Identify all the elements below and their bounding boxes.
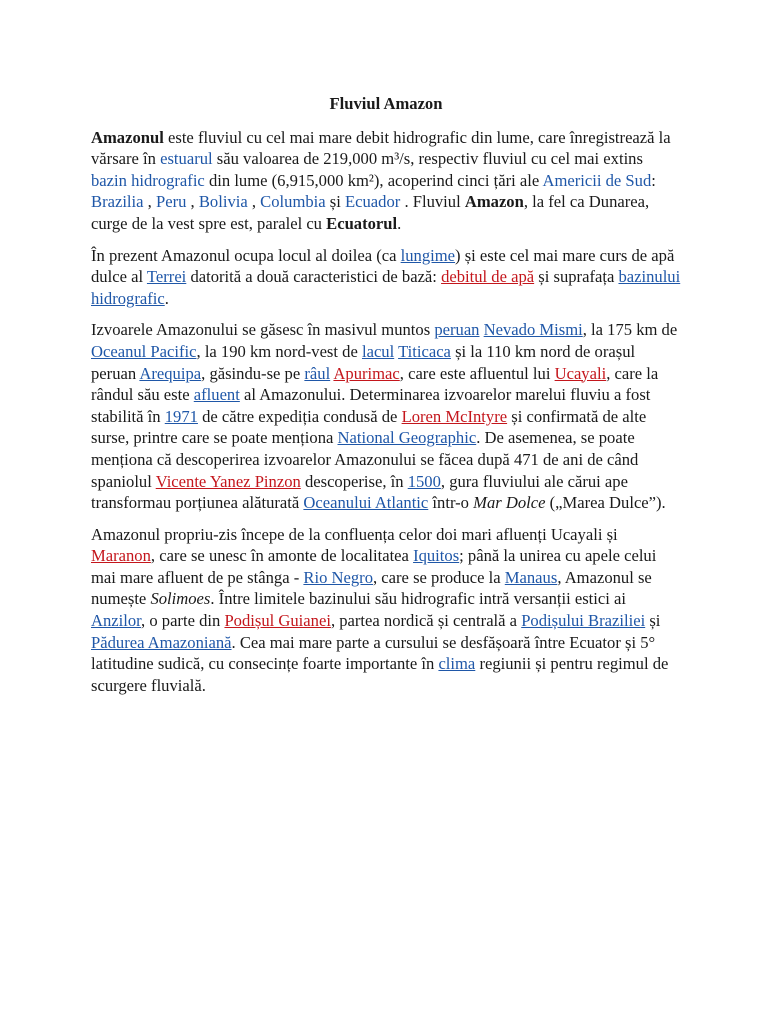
- text: și: [325, 192, 345, 212]
- text: într-o: [428, 493, 474, 513]
- text: („Marea Dulce”).: [545, 493, 666, 513]
- link-estuarul[interactable]: estuarul: [160, 149, 213, 169]
- link-afluent[interactable]: afluent: [193, 385, 240, 405]
- link-podisul-guianei[interactable]: Podișul Guianei: [224, 611, 331, 631]
- link-lungime[interactable]: lungime: [400, 245, 456, 265]
- link-bolivia[interactable]: Bolivia: [198, 192, 248, 212]
- italic-text: Mar Dolce: [473, 493, 546, 513]
- link-oceanului-atlantic[interactable]: Oceanului Atlantic: [303, 493, 429, 513]
- text: Izvoarele Amazonului se găsesc în masivul muntos: [91, 320, 435, 340]
- link-apurimac[interactable]: Apurimac: [333, 363, 400, 383]
- text: . De asemenea, se poate menționa că descoperirea izvoarelor Amazonului se făcea după 471 de ani de când spaniolul: [91, 428, 639, 491]
- paragraph-2: [91, 245, 681, 310]
- link-columbia[interactable]: Columbia: [260, 192, 326, 212]
- bold-text: Amazon: [464, 192, 524, 212]
- text: este fluviul cu cel mai mare debit hidrografic din lume, care înregistrează la vărsare în: [91, 127, 671, 169]
- bold-text: Amazonul: [91, 127, 164, 147]
- link-lacul[interactable]: lacul: [361, 341, 395, 361]
- document-title: Fluviul Amazon: [329, 94, 443, 113]
- text: , la 190 km nord-vest de: [196, 341, 362, 361]
- text: ,: [143, 192, 156, 212]
- italic-text: Solimoes: [150, 589, 211, 609]
- text: din lume (6,915,000 km²), acoperind cinci țări ale: [204, 170, 543, 190]
- link-americii-de-sud[interactable]: Americii de Sud: [542, 170, 652, 190]
- link-ucayali[interactable]: Ucayali: [554, 363, 607, 383]
- link-ecuador[interactable]: Ecuador: [345, 192, 401, 212]
- text: ,: [247, 192, 261, 212]
- text: , care la rândul său este: [91, 363, 659, 405]
- link-1971[interactable]: 1971: [164, 406, 198, 426]
- text: ) și este cel mai mare curs de apă dulce al: [91, 245, 675, 287]
- paragraph-3: [91, 319, 681, 513]
- link-rio-negro[interactable]: Rio Negro: [303, 567, 373, 587]
- text: . Cea mai mare parte a cursului se desfășoară între Ecuator și 5° latitudine sudică, cu consecințe foarte importante în: [91, 632, 656, 674]
- paragraph-4: [91, 524, 681, 697]
- text: , o parte din: [141, 611, 225, 631]
- link-bazin-hidrografic[interactable]: bazin hidrografic: [91, 170, 205, 190]
- text: . Între limitele bazinului său hidrografic intră versanții estici ai: [210, 589, 626, 609]
- link-oceanul-pacific[interactable]: Oceanul Pacific: [91, 341, 197, 361]
- link-clima[interactable]: clima: [438, 654, 476, 674]
- text: .: [397, 213, 402, 233]
- document-page: [91, 93, 681, 706]
- text: , la 175 km de: [582, 320, 678, 340]
- link-manaus[interactable]: Manaus: [504, 567, 558, 587]
- link-brazilia[interactable]: Brazilia: [91, 192, 144, 212]
- text: , care este afluentul lui: [399, 363, 555, 383]
- bold-text: Ecuatorul: [326, 213, 398, 233]
- text: de către expediția condusă de: [197, 406, 402, 426]
- link-iquitos[interactable]: Iquitos: [413, 546, 460, 566]
- link-bazinului-hidrografic[interactable]: bazinului hidrografic: [91, 267, 681, 308]
- link-national-geographic[interactable]: National Geographic: [337, 428, 477, 448]
- text: Amazonul propriu-zis începe de la confluența celor doi mari afluenți Ucayali și: [91, 524, 618, 544]
- link-vicente-yanez-pinzon[interactable]: Vicente Yanez Pinzon: [155, 471, 301, 491]
- text: , găsindu-se pe: [201, 363, 305, 383]
- link-raul[interactable]: râul: [304, 363, 331, 383]
- link-nevado-mismi[interactable]: Nevado Mismi: [483, 320, 583, 340]
- link-padurea-amazoniana[interactable]: Pădurea Amazoniană: [91, 632, 232, 652]
- text: și confirmată de alte surse, printre care se poate menționa: [91, 406, 647, 448]
- text: . Fluviul: [400, 192, 465, 212]
- text: , care se produce la: [373, 567, 505, 587]
- link-loren-mcintyre[interactable]: Loren McIntyre: [401, 406, 508, 426]
- text: , care se unesc în amonte de localitatea: [150, 546, 414, 566]
- text: și la 110 km nord de orașul peruan: [91, 341, 636, 383]
- paragraph-1: [91, 127, 681, 235]
- link-maranon[interactable]: Maranon: [91, 546, 151, 566]
- text: regiunii și pentru regimul de scurgere fluvială.: [91, 654, 669, 695]
- link-1500[interactable]: 1500: [407, 471, 441, 491]
- link-titicaca[interactable]: Titicaca: [398, 341, 451, 361]
- link-debitul-de-apa[interactable]: debitul de apă: [441, 267, 535, 287]
- text: , gura fluviului ale cărui ape transformau porțiunea alăturată: [91, 471, 628, 513]
- text: .: [164, 288, 169, 308]
- text: său valoarea de 219,000 m³/s, respectiv fluviul cu cel mai extins: [212, 149, 643, 169]
- text: , la fel ca Dunarea, curge de la vest spre est, paralel cu: [91, 192, 650, 233]
- text: al Amazonului. Determinarea izvoarelor marelui fluviu a fost stabilită în: [91, 385, 651, 426]
- text: În prezent Amazonul ocupa locul al doilea (ca: [91, 245, 401, 265]
- text: , Amazonul se numește: [91, 567, 652, 609]
- link-podisului-braziliei[interactable]: Podișului Braziliei: [521, 611, 646, 631]
- link-peru[interactable]: Peru: [155, 192, 187, 212]
- text: , partea nordică și centrală a: [330, 611, 522, 631]
- text: datorită a două caracteristici de bază:: [186, 267, 442, 287]
- link-anzilor[interactable]: Anzilor: [91, 611, 142, 631]
- link-peruan[interactable]: peruan: [434, 320, 480, 340]
- link-arequipa[interactable]: Arequipa: [139, 363, 202, 383]
- text: și: [645, 611, 661, 631]
- text: ,: [186, 192, 199, 212]
- text: :: [651, 170, 656, 190]
- text: descoperise, în: [300, 471, 408, 491]
- link-terrei[interactable]: Terrei: [146, 267, 187, 287]
- text: ; până la unirea cu apele celui mai mare afluent de pe stânga -: [91, 546, 657, 587]
- text: și suprafața: [534, 267, 619, 287]
